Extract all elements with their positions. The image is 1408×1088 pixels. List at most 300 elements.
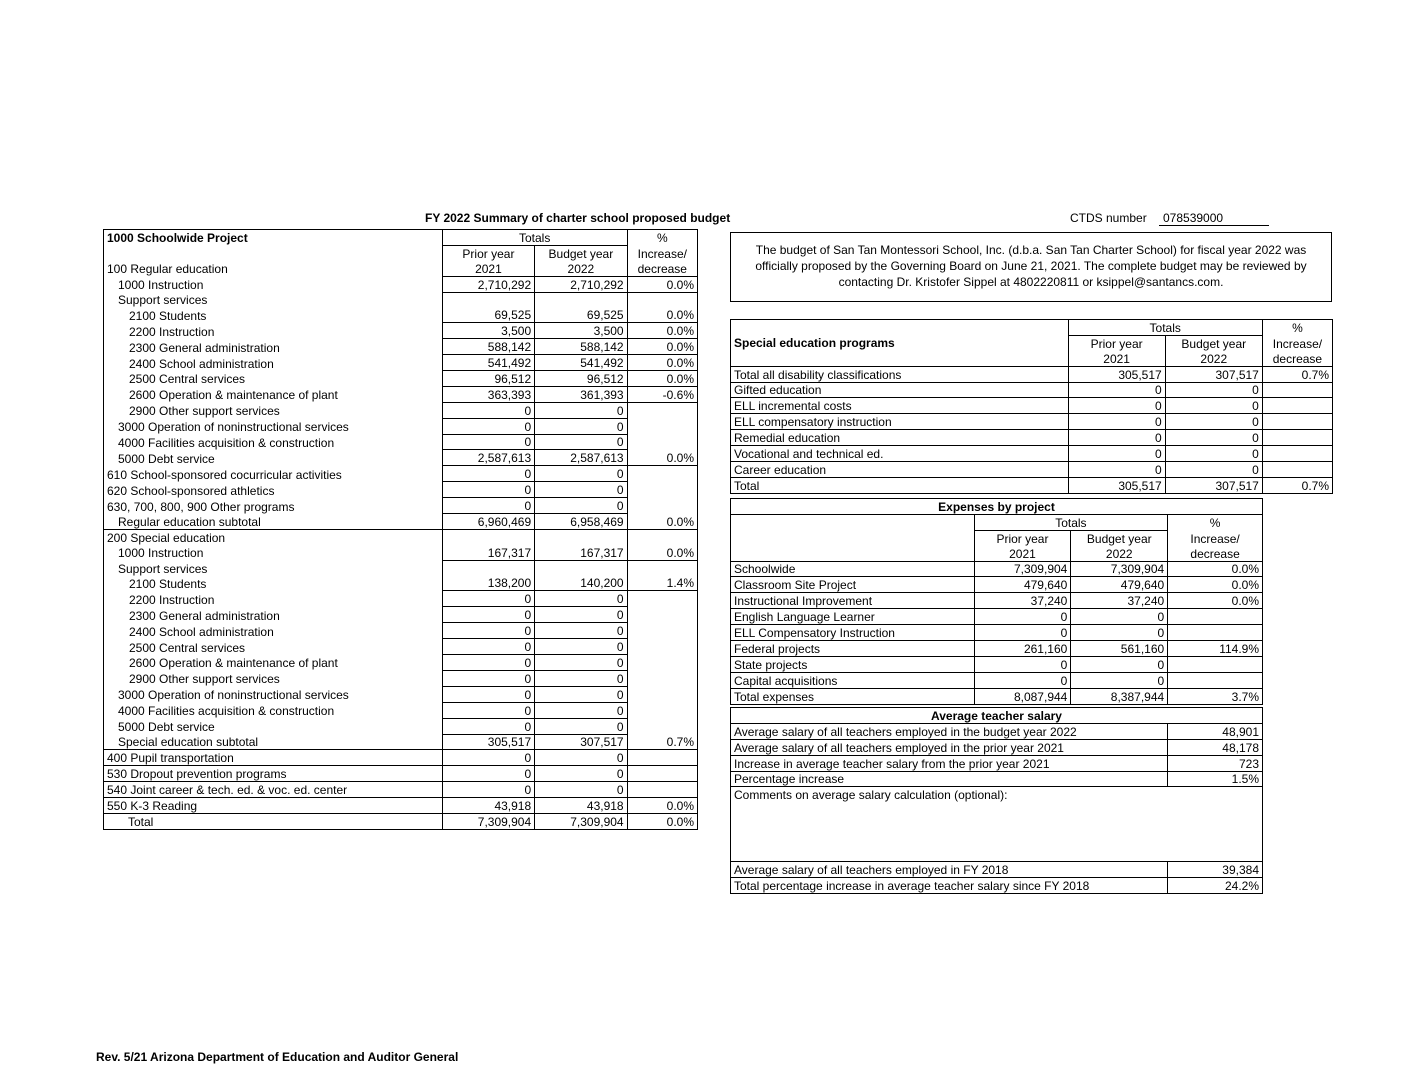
- project-row-pct: [1168, 625, 1263, 641]
- table-row: [104, 670, 698, 686]
- row-pct: [627, 434, 697, 450]
- row-label: 530 Dropout prevention programs: [104, 766, 443, 782]
- col-prior-header: Prior year: [442, 245, 534, 260]
- col-prior-year: 2021: [442, 261, 534, 276]
- row-budget: 96,512: [535, 371, 627, 387]
- table-row: [104, 402, 698, 418]
- project-row-label: ELL Compensatory Instruction: [731, 625, 975, 641]
- col-pct-header: Increase/: [637, 246, 687, 261]
- project-row: [731, 577, 1263, 593]
- table-row: [104, 623, 698, 639]
- table-row: [104, 466, 698, 482]
- row-budget: 0: [535, 766, 627, 782]
- salary-row-value: 723: [1168, 755, 1263, 771]
- project-row-pct: [1168, 672, 1263, 688]
- table-row: [104, 686, 698, 702]
- sped-title: Special education programs: [731, 335, 1069, 350]
- table-row: [104, 450, 698, 466]
- table-row: [104, 307, 698, 322]
- project-row-budget: 0: [1071, 672, 1168, 688]
- row-prior: [442, 560, 534, 575]
- row-budget: [535, 560, 627, 575]
- row-pct: [627, 529, 697, 544]
- row-budget: 588,142: [535, 339, 627, 355]
- row-budget: 541,492: [535, 355, 627, 371]
- salary-fy2018-row: [731, 862, 1263, 878]
- project-row-budget: 7,309,904: [1071, 561, 1168, 577]
- project-row-prior: 0: [974, 609, 1071, 625]
- project-row: [731, 672, 1263, 688]
- row-budget: 6,958,469: [535, 514, 627, 530]
- salary-row: [731, 723, 1263, 739]
- project-row-label: Instructional Improvement: [731, 593, 975, 609]
- row-label: 1000 Instruction: [104, 276, 443, 292]
- project-row-budget: 37,240: [1071, 593, 1168, 609]
- sped-row-prior: 0: [1068, 398, 1165, 414]
- table-row: [104, 750, 698, 766]
- sped-row-budget: 0: [1165, 414, 1262, 430]
- row-pct: 0.0%: [627, 813, 697, 829]
- row-prior: 0: [442, 655, 534, 671]
- table-row: [104, 607, 698, 623]
- sped-row-budget: 307,517: [1165, 366, 1262, 382]
- proj-col-pct2: decrease: [1190, 546, 1240, 561]
- pct-header: %: [627, 230, 697, 246]
- row-label: 2600 Operation & maintenance of plant: [104, 655, 443, 671]
- row-budget: 3,500: [535, 323, 627, 339]
- salary-row: [731, 755, 1263, 771]
- row-label: 2200 Instruction: [104, 323, 443, 339]
- salary-row-label: Increase in average teacher salary from the prior year 2021: [731, 755, 1168, 771]
- row-prior: 0: [442, 670, 534, 686]
- row-prior: 0: [442, 766, 534, 782]
- row-budget: 0: [535, 655, 627, 671]
- row-pct: 0.0%: [627, 307, 697, 322]
- table-row: [104, 560, 698, 575]
- sped-row-pct: [1262, 398, 1332, 414]
- row-pct: [627, 560, 697, 575]
- row-label: 1000 Instruction: [104, 545, 443, 560]
- project-row-pct: 3.7%: [1168, 688, 1263, 704]
- sped-row: [731, 430, 1333, 446]
- row-budget: 0: [535, 498, 627, 514]
- sped-col-prior: Prior year: [1068, 335, 1165, 350]
- project-row-pct: 0.0%: [1168, 593, 1263, 609]
- table-row: [104, 371, 698, 387]
- row-pct: 0.0%: [627, 450, 697, 466]
- table-row: [104, 798, 698, 814]
- sped-row-budget: 0: [1165, 430, 1262, 446]
- row-pct: 1.4%: [627, 576, 697, 591]
- row-label: Special education subtotal: [104, 734, 443, 750]
- row-prior: 167,317: [442, 545, 534, 560]
- sped-pct-header: %: [1262, 320, 1332, 336]
- project-row-budget: 0: [1071, 609, 1168, 625]
- project-row: [731, 561, 1263, 577]
- row-prior: 0: [442, 623, 534, 639]
- project-row-prior: 0: [974, 672, 1071, 688]
- sped-row: [731, 462, 1333, 478]
- sped-row-pct: [1262, 382, 1332, 398]
- row-pct: 0.0%: [627, 371, 697, 387]
- row-label: 5000 Debt service: [104, 718, 443, 734]
- project-row-prior: 479,640: [974, 577, 1071, 593]
- salary-row-label: Percentage increase: [731, 771, 1168, 787]
- row-budget: 0: [535, 623, 627, 639]
- row-pct: 0.0%: [627, 545, 697, 560]
- row-label: 2600 Operation & maintenance of plant: [104, 386, 443, 402]
- row-prior: 7,309,904: [442, 813, 534, 829]
- projects-title: Expenses by project: [938, 499, 1055, 514]
- row-label: 400 Pupil transportation: [104, 750, 443, 766]
- project-row-pct: [1168, 656, 1263, 672]
- row-pct: 0.0%: [627, 276, 697, 292]
- row-pct: [627, 702, 697, 718]
- sped-row-pct: [1262, 414, 1332, 430]
- project-row-prior: 7,309,904: [974, 561, 1071, 577]
- project-row: [731, 656, 1263, 672]
- sped-row-label: ELL compensatory instruction: [731, 414, 1069, 430]
- sped-row-label: Remedial education: [731, 430, 1069, 446]
- row-pct: [627, 498, 697, 514]
- proj-col-budget-year: 2022: [1071, 546, 1168, 561]
- page-title: FY 2022 Summary of charter school proposed budget: [425, 211, 731, 225]
- table-row: [104, 639, 698, 655]
- col-pct-year: decrease: [627, 261, 697, 276]
- sped-col-pct: Increase/: [1272, 336, 1323, 351]
- sped-row-prior: 0: [1068, 382, 1165, 398]
- expenses-by-project-table: [730, 498, 1263, 705]
- row-pct: [627, 607, 697, 623]
- table-row: [104, 292, 698, 307]
- project-row-label: Classroom Site Project: [731, 577, 975, 593]
- row-pct: [627, 639, 697, 655]
- table-row: [104, 355, 698, 371]
- project-row: [731, 641, 1263, 657]
- row-pct: [627, 623, 697, 639]
- proj-col-prior-year: 2021: [974, 546, 1071, 561]
- project-row-prior: 261,160: [974, 641, 1071, 657]
- row-label: 620 School-sponsored athletics: [104, 482, 443, 498]
- project-row-pct: 0.0%: [1168, 577, 1263, 593]
- row-label: 2300 General administration: [104, 339, 443, 355]
- row-label: Support services: [104, 292, 443, 307]
- salary-row-value: 48,178: [1168, 739, 1263, 755]
- row-pct: [627, 402, 697, 418]
- row-prior: 138,200: [442, 576, 534, 591]
- project-row-label: Capital acquisitions: [731, 672, 975, 688]
- row-prior: 305,517: [442, 734, 534, 750]
- sped-row: [731, 477, 1333, 493]
- project-row-budget: 0: [1071, 656, 1168, 672]
- table-row: [104, 482, 698, 498]
- sped-row-label: ELL incremental costs: [731, 398, 1069, 414]
- table-row: [104, 276, 698, 292]
- sped-col-pct2: decrease: [1272, 351, 1323, 366]
- project-row-label: State projects: [731, 656, 975, 672]
- row-pct: [627, 718, 697, 734]
- salary-total-pct-value: 24.2%: [1224, 879, 1259, 894]
- row-budget: 0: [535, 591, 627, 607]
- table-row: [104, 702, 698, 718]
- row-pct: 0.0%: [627, 339, 697, 355]
- project-row-label: Schoolwide: [731, 561, 975, 577]
- sped-row: [731, 382, 1333, 398]
- row-label: 630, 700, 800, 900 Other programs: [104, 498, 443, 514]
- table-row: [104, 529, 698, 544]
- row-label: 2900 Other support services: [104, 670, 443, 686]
- table-row: [104, 813, 698, 829]
- row-pct: [627, 670, 697, 686]
- sped-row-pct: 0.7%: [1262, 366, 1332, 382]
- sped-row-prior: 0: [1068, 446, 1165, 462]
- special-education-table: [730, 319, 1333, 494]
- row-label: 4000 Facilities acquisition & construction: [104, 702, 443, 718]
- salary-row-value: 1.5%: [1168, 771, 1263, 787]
- row-label: 100 Regular education: [104, 261, 443, 276]
- row-label: Regular education subtotal: [104, 514, 443, 530]
- sped-row-prior: 305,517: [1068, 477, 1165, 493]
- row-label: 2900 Other support services: [104, 402, 443, 418]
- table-row: [104, 545, 698, 560]
- budget-notice: The budget of San Tan Montessori School, Inc. (d.b.a. San Tan Charter School) for fiscal year 2022 was officially proposed by the Governing Board on June 21, 2021. The complete budget may be reviewed by contacting Dr. Kristofer Sippel at 4802220811 or ksippel@santancs.com.: [730, 232, 1332, 302]
- row-prior: 2,587,613: [442, 450, 534, 466]
- row-prior: 0: [442, 482, 534, 498]
- row-prior: 0: [442, 591, 534, 607]
- salary-row-label: Average salary of all teachers employed in the prior year 2021: [731, 739, 1168, 755]
- row-label: 2500 Central services: [104, 371, 443, 387]
- table-row: [104, 734, 698, 750]
- salary-comments-label: Comments on average salary calculation (optional):: [731, 787, 1263, 862]
- sped-row-pct: [1262, 430, 1332, 446]
- ctds-value: 078539000: [1159, 211, 1269, 226]
- table-row: [104, 386, 698, 402]
- row-pct: [627, 591, 697, 607]
- sped-row: [731, 398, 1333, 414]
- project-row-prior: 0: [974, 656, 1071, 672]
- row-budget: 0: [535, 402, 627, 418]
- row-label: 5000 Debt service: [104, 450, 443, 466]
- table-row: [104, 766, 698, 782]
- row-budget: 69,525: [535, 307, 627, 322]
- row-budget: 0: [535, 434, 627, 450]
- row-label: 540 Joint career & tech. ed. & voc. ed. center: [104, 782, 443, 798]
- row-prior: 0: [442, 607, 534, 623]
- table-row: [104, 591, 698, 607]
- row-label: Total: [104, 813, 443, 829]
- row-pct: [627, 292, 697, 307]
- row-label: 610 School-sponsored cocurricular activities: [104, 466, 443, 482]
- row-budget: 2,587,613: [535, 450, 627, 466]
- sped-row-prior: 0: [1068, 414, 1165, 430]
- sped-row-label: Total all disability classifications: [731, 366, 1069, 382]
- project-row: [731, 593, 1263, 609]
- row-label: 2500 Central services: [104, 639, 443, 655]
- row-budget: 361,393: [535, 386, 627, 402]
- row-budget: 0: [535, 718, 627, 734]
- sped-row-budget: 0: [1165, 398, 1262, 414]
- project-row-budget: 479,640: [1071, 577, 1168, 593]
- row-pct: 0.0%: [627, 798, 697, 814]
- row-pct: -0.6%: [627, 386, 697, 402]
- project-row-prior: 37,240: [974, 593, 1071, 609]
- row-label: 3000 Operation of noninstructional services: [104, 418, 443, 434]
- row-pct: [627, 655, 697, 671]
- row-budget: 0: [535, 670, 627, 686]
- row-budget: 0: [535, 482, 627, 498]
- row-pct: [627, 782, 697, 798]
- row-prior: 541,492: [442, 355, 534, 371]
- row-budget: 0: [535, 418, 627, 434]
- ctds-label: CTDS number: [1070, 211, 1147, 225]
- row-pct: [627, 482, 697, 498]
- sped-row-pct: 0.7%: [1262, 477, 1332, 493]
- sped-row-label: Career education: [731, 462, 1069, 478]
- row-prior: 363,393: [442, 386, 534, 402]
- row-label: 2100 Students: [104, 576, 443, 591]
- salary-total-pct-row: [731, 878, 1263, 894]
- row-prior: 6,960,469: [442, 514, 534, 530]
- table-row: [104, 576, 698, 591]
- sped-row: [731, 366, 1333, 382]
- row-budget: 43,918: [535, 798, 627, 814]
- row-prior: 43,918: [442, 798, 534, 814]
- row-prior: 2,710,292: [442, 276, 534, 292]
- salary-row-label: Average salary of all teachers employed in the budget year 2022: [731, 723, 1168, 739]
- proj-pct-header: %: [1168, 514, 1263, 530]
- row-budget: 0: [535, 466, 627, 482]
- proj-totals-header: Totals: [974, 514, 1168, 530]
- sped-row-prior: 305,517: [1068, 366, 1165, 382]
- project-row-label: English Language Learner: [731, 609, 975, 625]
- sped-row-budget: 0: [1165, 462, 1262, 478]
- row-label: 2400 School administration: [104, 623, 443, 639]
- salary-fy2018-value: 39,384: [1168, 862, 1263, 878]
- sped-row-budget: 0: [1165, 382, 1262, 398]
- row-budget: 2,710,292: [535, 276, 627, 292]
- row-label: 2300 General administration: [104, 607, 443, 623]
- project-row-pct: [1168, 609, 1263, 625]
- sped-col-budget: Budget year: [1165, 335, 1262, 350]
- project-row-label: Federal projects: [731, 641, 975, 657]
- row-budget: 167,317: [535, 545, 627, 560]
- row-prior: 0: [442, 402, 534, 418]
- row-pct: 0.0%: [627, 514, 697, 530]
- row-label: 550 K-3 Reading: [104, 798, 443, 814]
- sped-row-label: Gifted education: [731, 382, 1069, 398]
- row-pct: [627, 466, 697, 482]
- table-row: [104, 339, 698, 355]
- row-budget: 0: [535, 782, 627, 798]
- row-prior: [442, 292, 534, 307]
- row-label: 2100 Students: [104, 307, 443, 322]
- sped-row-budget: 307,517: [1165, 477, 1262, 493]
- row-prior: 0: [442, 750, 534, 766]
- row-prior: 0: [442, 782, 534, 798]
- table-row: [104, 655, 698, 671]
- row-pct: [627, 766, 697, 782]
- col-budget-year: 2022: [535, 261, 627, 276]
- sped-totals-header: Totals: [1068, 320, 1262, 336]
- average-teacher-salary-table: [730, 707, 1263, 894]
- row-label: 2200 Instruction: [104, 591, 443, 607]
- salary-fy2018-label: Average salary of all teachers employed in FY 2018: [731, 862, 1168, 878]
- row-prior: 0: [442, 418, 534, 434]
- proj-col-pct: Increase/: [1190, 531, 1240, 546]
- project-row: [731, 688, 1263, 704]
- section-title: 1000 Schoolwide Project: [104, 230, 443, 246]
- project-row-budget: 8,387,944: [1071, 688, 1168, 704]
- row-pct: [627, 418, 697, 434]
- row-label: 4000 Facilities acquisition & construction: [104, 434, 443, 450]
- row-prior: 0: [442, 702, 534, 718]
- row-prior: 96,512: [442, 371, 534, 387]
- table-row: [104, 514, 698, 530]
- sped-col-prior-year: 2021: [1068, 351, 1165, 366]
- col-budget-header: Budget year: [535, 245, 627, 260]
- row-prior: 0: [442, 718, 534, 734]
- project-row-label: Total expenses: [731, 688, 975, 704]
- sped-row-budget: 0: [1165, 446, 1262, 462]
- footer-text: Rev. 5/21 Arizona Department of Education and Auditor General: [96, 1050, 459, 1064]
- row-budget: 0: [535, 607, 627, 623]
- sped-row-prior: 0: [1068, 430, 1165, 446]
- row-budget: 0: [535, 750, 627, 766]
- row-prior: 0: [442, 639, 534, 655]
- row-label: 2400 School administration: [104, 355, 443, 371]
- proj-col-prior: Prior year: [974, 530, 1071, 545]
- row-prior: 0: [442, 466, 534, 482]
- table-row: [104, 418, 698, 434]
- project-row: [731, 625, 1263, 641]
- sped-row-pct: [1262, 446, 1332, 462]
- row-label: 3000 Operation of noninstructional services: [104, 686, 443, 702]
- row-prior: 0: [442, 686, 534, 702]
- row-prior: 3,500: [442, 323, 534, 339]
- row-label: Support services: [104, 560, 443, 575]
- schoolwide-project-table: [103, 229, 698, 830]
- row-prior: 588,142: [442, 339, 534, 355]
- table-row: [104, 718, 698, 734]
- row-prior: 0: [442, 498, 534, 514]
- sped-row-prior: 0: [1068, 462, 1165, 478]
- salary-title: Average teacher salary: [931, 708, 1062, 723]
- salary-row: [731, 739, 1263, 755]
- row-budget: 0: [535, 639, 627, 655]
- row-pct: 0.7%: [627, 734, 697, 750]
- row-prior: [442, 529, 534, 544]
- table-row: [104, 498, 698, 514]
- table-row: [104, 434, 698, 450]
- table-row: [104, 323, 698, 339]
- row-pct: 0.0%: [627, 355, 697, 371]
- project-row-prior: 0: [974, 625, 1071, 641]
- sped-row: [731, 446, 1333, 462]
- row-prior: 69,525: [442, 307, 534, 322]
- salary-total-pct-label: Total percentage increase in average teacher salary since FY 2018: [731, 878, 1168, 894]
- row-pct: 0.0%: [627, 323, 697, 339]
- row-budget: [535, 292, 627, 307]
- project-row-pct: 114.9%: [1168, 641, 1263, 657]
- totals-header: Totals: [442, 230, 627, 246]
- row-budget: 0: [535, 686, 627, 702]
- salary-row-value: 48,901: [1168, 723, 1263, 739]
- row-budget: 0: [535, 702, 627, 718]
- sped-col-budget-year: 2022: [1165, 351, 1262, 366]
- proj-col-budget: Budget year: [1071, 530, 1168, 545]
- sped-row-pct: [1262, 462, 1332, 478]
- row-budget: 7,309,904: [535, 813, 627, 829]
